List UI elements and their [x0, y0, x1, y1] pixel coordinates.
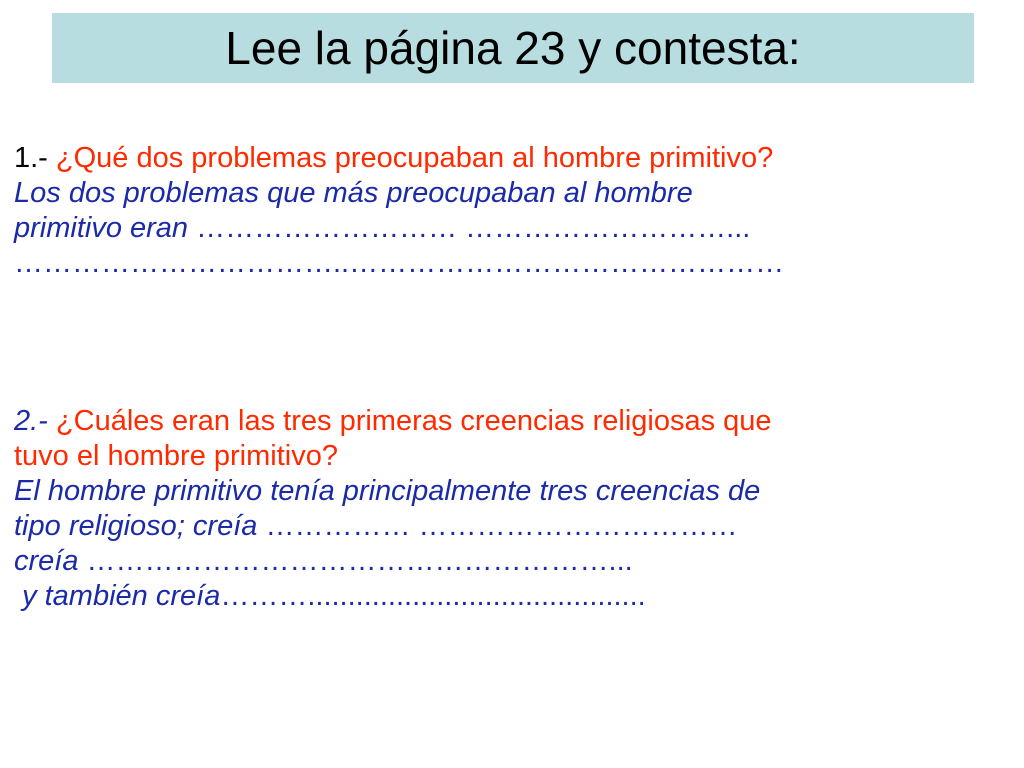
answer-2-line-2 [14, 509, 772, 544]
page-title: Lee la página 23 y contesta: [225, 22, 801, 74]
answer-1-line-3 [14, 246, 784, 281]
question-1-text: ¿Qué dos problemas preocupaban al hombre primitivo? [55, 142, 774, 174]
answer-2-blank-1: …………… …………………………… [265, 510, 738, 542]
answer-2-line-2-prefix: tipo religioso; creía [14, 510, 258, 542]
answer-2-line-3 [14, 544, 772, 579]
question-2-line-1 [14, 404, 772, 439]
answer-1-line-2 [14, 211, 784, 246]
question-1-block [14, 141, 784, 281]
answer-2-line-4 [14, 579, 772, 614]
answer-2-blank-3: ……….......................................... [220, 580, 646, 612]
answer-1-blank-2: ……………………………..……………………………………… [14, 247, 785, 279]
answer-1-blank-1: ……………………… ………………………... [196, 212, 751, 244]
answer-2-line-3-prefix: creía [14, 545, 79, 577]
question-1-line [14, 141, 784, 176]
title-banner [52, 13, 974, 83]
question-2-text-1: ¿Cuáles eran las tres primeras creencias religiosas que [55, 405, 772, 437]
question-2-number: 2.- [14, 405, 48, 437]
answer-2-blank-2: ………………………………………………... [86, 545, 633, 577]
question-1-number: 1.- [14, 142, 48, 174]
answer-2-line-1: El hombre primitivo tenía principalmente tres creencias de [14, 475, 761, 507]
question-2-block [14, 404, 772, 614]
answer-1-line-2-prefix: primitivo eran [14, 212, 189, 244]
question-2-line-2: tuvo el hombre primitivo? [14, 440, 338, 472]
answer-2-line-4-prefix: y también creía [22, 580, 221, 612]
answer-1-line-1: Los dos problemas que más preocupaban al hombre [14, 177, 693, 209]
